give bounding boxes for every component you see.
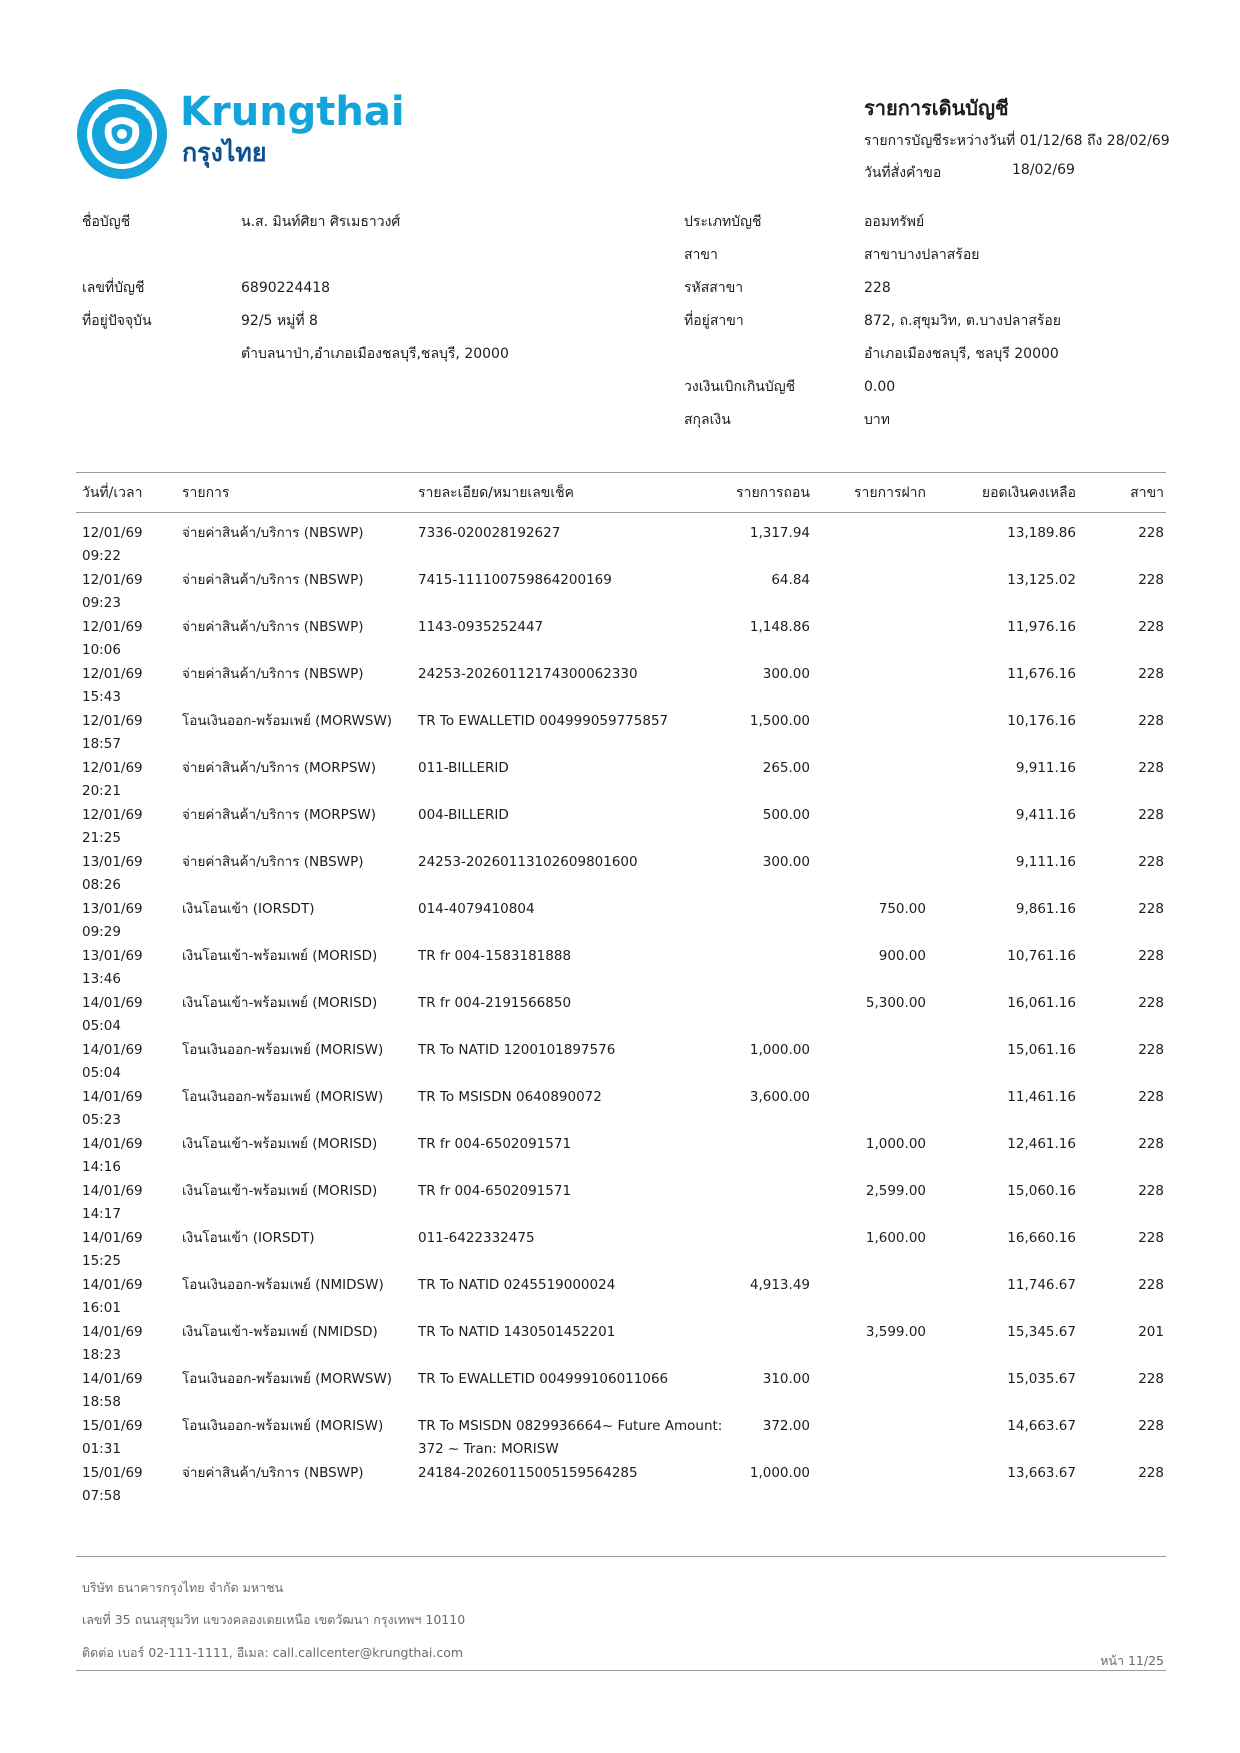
row-detail: TR To MSISDN 0829936664~ Future Amount:	[418, 1418, 723, 1434]
account-name-value: น.ส. มินท์ศิยา ศิรเมธาวงศ์	[241, 214, 401, 230]
row-time: 18:57	[82, 736, 121, 752]
row-balance: 16,660.16	[1007, 1230, 1076, 1246]
row-branch: 228	[1138, 525, 1164, 541]
row-withdraw: 64.84	[771, 572, 810, 588]
row-balance: 9,111.16	[1015, 854, 1076, 870]
request-date-label: วันที่สั่งคำขอ	[864, 165, 942, 181]
row-time: 18:23	[82, 1347, 121, 1363]
row-time: 05:23	[82, 1112, 121, 1128]
row-detail: 004-BILLERID	[418, 807, 509, 823]
row-withdraw: 3,600.00	[749, 1089, 810, 1105]
row-balance: 12,461.16	[1007, 1136, 1076, 1152]
row-type: จ่ายค่าสินค้า/บริการ (MORPSW)	[182, 760, 377, 776]
row-balance: 15,035.67	[1007, 1371, 1076, 1387]
row-type: โอนเงินออก-พร้อมเพย์ (MORWSW)	[182, 713, 393, 729]
row-date: 14/01/69	[82, 1136, 143, 1152]
row-date: 14/01/69	[82, 1324, 143, 1340]
row-deposit: 5,300.00	[865, 995, 926, 1011]
row-date: 14/01/69	[82, 995, 143, 1011]
row-detail: 24253-20260112174300062330	[418, 666, 638, 682]
row-detail: 1143-0935252447	[418, 619, 544, 635]
row-branch: 228	[1138, 1230, 1164, 1246]
row-type: จ่ายค่าสินค้า/บริการ (NBSWP)	[182, 666, 364, 682]
row-branch: 228	[1138, 901, 1164, 917]
row-withdraw: 300.00	[762, 666, 810, 682]
branch-code-value: 228	[864, 280, 891, 296]
statement-title: รายการเดินบัญชี	[864, 96, 1009, 120]
row-date: 15/01/69	[82, 1418, 143, 1434]
row-detail: TR To EWALLETID 004999106011066	[418, 1371, 669, 1387]
row-date: 14/01/69	[82, 1230, 143, 1246]
table-row	[0, 993, 1240, 1040]
row-time: 05:04	[82, 1065, 121, 1081]
row-branch: 228	[1138, 713, 1164, 729]
row-date: 12/01/69	[82, 807, 143, 823]
row-detail: 7336-020028192627	[418, 525, 561, 541]
row-date: 13/01/69	[82, 854, 143, 870]
row-withdraw: 372.00	[762, 1418, 810, 1434]
table-row	[0, 1134, 1240, 1181]
table-row	[0, 1040, 1240, 1087]
row-date: 12/01/69	[82, 525, 143, 541]
row-date: 15/01/69	[82, 1465, 143, 1481]
table-header-rule	[76, 512, 1166, 513]
branch-address-label: ที่อยู่สาขา	[684, 313, 744, 329]
row-type: จ่ายค่าสินค้า/บริการ (NBSWP)	[182, 619, 364, 635]
row-detail: 24253-20260113102609801600	[418, 854, 638, 870]
row-detail: 011-BILLERID	[418, 760, 509, 776]
row-detail: TR To EWALLETID 004999059775857	[418, 713, 669, 729]
row-date: 12/01/69	[82, 572, 143, 588]
row-detail-cont: 372 ~ Tran: MORISW	[418, 1441, 559, 1457]
footer-company: บริษัท ธนาคารกรุงไทย จำกัด มหาชน	[82, 1580, 284, 1595]
row-date: 14/01/69	[82, 1183, 143, 1199]
currency-value: บาท	[864, 412, 890, 428]
table-row	[0, 946, 1240, 993]
address-line1: 92/5 หมู่ที่ 8	[241, 313, 318, 329]
logo-text-en: Krungthai	[180, 89, 405, 135]
table-top-rule	[76, 472, 1166, 473]
row-deposit: 1,000.00	[865, 1136, 926, 1152]
account-type-label: ประเภทบัญชี	[684, 214, 762, 230]
row-time: 01:31	[82, 1441, 121, 1457]
row-balance: 10,176.16	[1007, 713, 1076, 729]
row-branch: 228	[1138, 1371, 1164, 1387]
row-balance: 15,345.67	[1007, 1324, 1076, 1340]
row-detail: 24184-20260115005159564285	[418, 1465, 638, 1481]
row-balance: 13,189.86	[1007, 525, 1076, 541]
row-deposit: 750.00	[878, 901, 926, 917]
table-row	[0, 570, 1240, 617]
row-time: 15:43	[82, 689, 121, 705]
row-type: เงินโอนเข้า (IORSDT)	[182, 901, 315, 917]
table-row	[0, 1416, 1240, 1463]
krungthai-emblem-icon	[76, 88, 168, 180]
row-detail: TR To NATID 1430501452201	[418, 1324, 616, 1340]
row-time: 07:58	[82, 1488, 121, 1504]
row-withdraw: 1,148.86	[749, 619, 810, 635]
table-row	[0, 899, 1240, 946]
col-header-detail: รายละเอียด/หมายเลขเช็ค	[418, 485, 574, 501]
currency-label: สกุลเงิน	[684, 412, 731, 428]
col-header-balance: ยอดเงินคงเหลือ	[981, 485, 1076, 501]
table-row	[0, 1463, 1240, 1510]
row-withdraw: 4,913.49	[749, 1277, 810, 1293]
row-branch: 228	[1138, 666, 1164, 682]
col-header-branch: สาขา	[1130, 485, 1164, 501]
account-type-value: ออมทรัพย์	[864, 214, 925, 230]
row-date: 13/01/69	[82, 948, 143, 964]
table-row	[0, 664, 1240, 711]
row-type: เงินโอนเข้า (IORSDT)	[182, 1230, 315, 1246]
row-balance: 11,976.16	[1007, 619, 1076, 635]
row-detail: TR To NATID 0245519000024	[418, 1277, 616, 1293]
row-withdraw: 500.00	[762, 807, 810, 823]
row-time: 14:16	[82, 1159, 121, 1175]
overdraft-label: วงเงินเบิกเกินบัญชี	[684, 379, 796, 395]
branch-code-label: รหัสสาขา	[684, 280, 744, 296]
table-row	[0, 805, 1240, 852]
row-type: จ่ายค่าสินค้า/บริการ (NBSWP)	[182, 1465, 364, 1481]
row-deposit: 3,599.00	[865, 1324, 926, 1340]
col-header-type: รายการ	[182, 485, 230, 501]
row-branch: 228	[1138, 948, 1164, 964]
row-type: จ่ายค่าสินค้า/บริการ (NBSWP)	[182, 572, 364, 588]
row-time: 09:22	[82, 548, 121, 564]
row-withdraw: 1,317.94	[749, 525, 810, 541]
row-branch: 228	[1138, 807, 1164, 823]
row-time: 08:26	[82, 877, 121, 893]
row-date: 13/01/69	[82, 901, 143, 917]
row-balance: 9,911.16	[1015, 760, 1076, 776]
row-time: 10:06	[82, 642, 121, 658]
row-deposit: 900.00	[878, 948, 926, 964]
table-row	[0, 1087, 1240, 1134]
row-type: โอนเงินออก-พร้อมเพย์ (MORISW)	[182, 1418, 384, 1434]
row-date: 14/01/69	[82, 1089, 143, 1105]
row-time: 13:46	[82, 971, 121, 987]
row-withdraw: 310.00	[762, 1371, 810, 1387]
row-time: 15:25	[82, 1253, 121, 1269]
row-detail: TR fr 004-1583181888	[418, 948, 572, 964]
branch-label: สาขา	[684, 247, 718, 263]
row-branch: 228	[1138, 572, 1164, 588]
row-type: โอนเงินออก-พร้อมเพย์ (MORISW)	[182, 1042, 384, 1058]
row-time: 18:58	[82, 1394, 121, 1410]
row-branch: 228	[1138, 1277, 1164, 1293]
row-time: 14:17	[82, 1206, 121, 1222]
bank-logo	[76, 88, 405, 180]
col-header-withdraw: รายการถอน	[736, 485, 810, 501]
address-label: ที่อยู่ปัจจุบัน	[82, 313, 152, 329]
row-date: 14/01/69	[82, 1277, 143, 1293]
row-date: 12/01/69	[82, 713, 143, 729]
footer-top-rule	[76, 1556, 1166, 1557]
row-type: เงินโอนเข้า-พร้อมเพย์ (MORISD)	[182, 948, 378, 964]
row-balance: 15,060.16	[1007, 1183, 1076, 1199]
row-type: จ่ายค่าสินค้า/บริการ (NBSWP)	[182, 854, 364, 870]
row-deposit: 2,599.00	[865, 1183, 926, 1199]
row-detail: TR fr 004-6502091571	[418, 1183, 572, 1199]
row-branch: 228	[1138, 1418, 1164, 1434]
row-time: 20:21	[82, 783, 121, 799]
row-balance: 11,461.16	[1007, 1089, 1076, 1105]
row-balance: 10,761.16	[1007, 948, 1076, 964]
row-date: 12/01/69	[82, 666, 143, 682]
table-row	[0, 1181, 1240, 1228]
row-branch: 228	[1138, 1465, 1164, 1481]
row-type: โอนเงินออก-พร้อมเพย์ (MORISW)	[182, 1089, 384, 1105]
table-row	[0, 1228, 1240, 1275]
row-branch: 228	[1138, 1042, 1164, 1058]
row-type: เงินโอนเข้า-พร้อมเพย์ (NMIDSD)	[182, 1324, 378, 1340]
row-type: เงินโอนเข้า-พร้อมเพย์ (MORISD)	[182, 1183, 378, 1199]
row-branch: 228	[1138, 1089, 1164, 1105]
row-date: 12/01/69	[82, 619, 143, 635]
row-detail: TR To NATID 1200101897576	[418, 1042, 616, 1058]
branch-address-line2: อำเภอเมืองชลบุรี, ชลบุรี 20000	[864, 346, 1059, 362]
account-number-label: เลขที่บัญชี	[82, 280, 145, 296]
row-balance: 9,861.16	[1015, 901, 1076, 917]
row-deposit: 1,600.00	[865, 1230, 926, 1246]
col-header-deposit: รายการฝาก	[854, 485, 926, 501]
page-number: หน้า 11/25	[1100, 1653, 1164, 1668]
table-row	[0, 1322, 1240, 1369]
row-withdraw: 1,000.00	[749, 1465, 810, 1481]
row-type: โอนเงินออก-พร้อมเพย์ (NMIDSW)	[182, 1277, 384, 1293]
row-branch: 228	[1138, 854, 1164, 870]
row-detail: 7415-111100759864200169	[418, 572, 612, 588]
address-line2: ตำบลนาป่า,อำเภอเมืองชลบุรี,ชลบุรี, 20000	[241, 346, 509, 362]
row-balance: 9,411.16	[1015, 807, 1076, 823]
row-balance: 14,663.67	[1007, 1418, 1076, 1434]
row-branch: 228	[1138, 1183, 1164, 1199]
row-time: 09:23	[82, 595, 121, 611]
row-type: โอนเงินออก-พร้อมเพย์ (MORWSW)	[182, 1371, 393, 1387]
row-time: 16:01	[82, 1300, 121, 1316]
request-date-value: 18/02/69	[1012, 162, 1075, 178]
account-number-value: 6890224418	[241, 280, 331, 296]
row-withdraw: 1,500.00	[749, 713, 810, 729]
table-row	[0, 758, 1240, 805]
row-date: 12/01/69	[82, 760, 143, 776]
footer-bottom-rule	[76, 1670, 1166, 1671]
row-balance: 15,061.16	[1007, 1042, 1076, 1058]
row-balance: 11,746.67	[1007, 1277, 1076, 1293]
row-detail: TR fr 004-6502091571	[418, 1136, 572, 1152]
row-balance: 11,676.16	[1007, 666, 1076, 682]
footer-address: เลขที่ 35 ถนนสุขุมวิท แขวงคลองเตยเหนือ เขตวัฒนา กรุงเทพฯ 10110	[82, 1612, 466, 1627]
row-branch: 228	[1138, 619, 1164, 635]
row-detail: TR To MSISDN 0640890072	[418, 1089, 602, 1105]
row-type: เงินโอนเข้า-พร้อมเพย์ (MORISD)	[182, 1136, 378, 1152]
table-row	[0, 523, 1240, 570]
footer-contact: ติดต่อ เบอร์ 02-111-1111, อีเมล: call.callcenter@krungthai.com	[82, 1645, 464, 1660]
branch-value: สาขาบางปลาสร้อย	[864, 247, 980, 263]
overdraft-value: 0.00	[864, 379, 896, 395]
row-date: 14/01/69	[82, 1042, 143, 1058]
row-time: 05:04	[82, 1018, 121, 1034]
row-type: จ่ายค่าสินค้า/บริการ (NBSWP)	[182, 525, 364, 541]
row-time: 21:25	[82, 830, 121, 846]
row-branch: 228	[1138, 760, 1164, 776]
row-date: 14/01/69	[82, 1371, 143, 1387]
row-branch: 201	[1138, 1324, 1164, 1340]
col-header-datetime: วันที่/เวลา	[82, 485, 143, 501]
row-withdraw: 1,000.00	[749, 1042, 810, 1058]
row-branch: 228	[1138, 1136, 1164, 1152]
account-name-label: ชื่อบัญชี	[82, 214, 131, 230]
row-detail: 014-4079410804	[418, 901, 535, 917]
row-withdraw: 265.00	[762, 760, 810, 776]
row-time: 09:29	[82, 924, 121, 940]
branch-address-line1: 872, ถ.สุขุมวิท, ต.บางปลาสร้อย	[864, 313, 1062, 329]
row-balance: 16,061.16	[1007, 995, 1076, 1011]
row-balance: 13,125.02	[1007, 572, 1076, 588]
statement-range: รายการบัญชีระหว่างวันที่ 01/12/68 ถึง 28/02/69	[864, 133, 1170, 149]
table-row	[0, 852, 1240, 899]
row-balance: 13,663.67	[1007, 1465, 1076, 1481]
row-type: เงินโอนเข้า-พร้อมเพย์ (MORISD)	[182, 995, 378, 1011]
row-detail: TR fr 004-2191566850	[418, 995, 572, 1011]
table-row	[0, 1275, 1240, 1322]
logo-text-th: กรุงไทย	[182, 138, 267, 167]
row-withdraw: 300.00	[762, 854, 810, 870]
row-detail: 011-6422332475	[418, 1230, 535, 1246]
table-row	[0, 711, 1240, 758]
row-type: จ่ายค่าสินค้า/บริการ (MORPSW)	[182, 807, 377, 823]
table-row	[0, 617, 1240, 664]
row-branch: 228	[1138, 995, 1164, 1011]
table-row	[0, 1369, 1240, 1416]
